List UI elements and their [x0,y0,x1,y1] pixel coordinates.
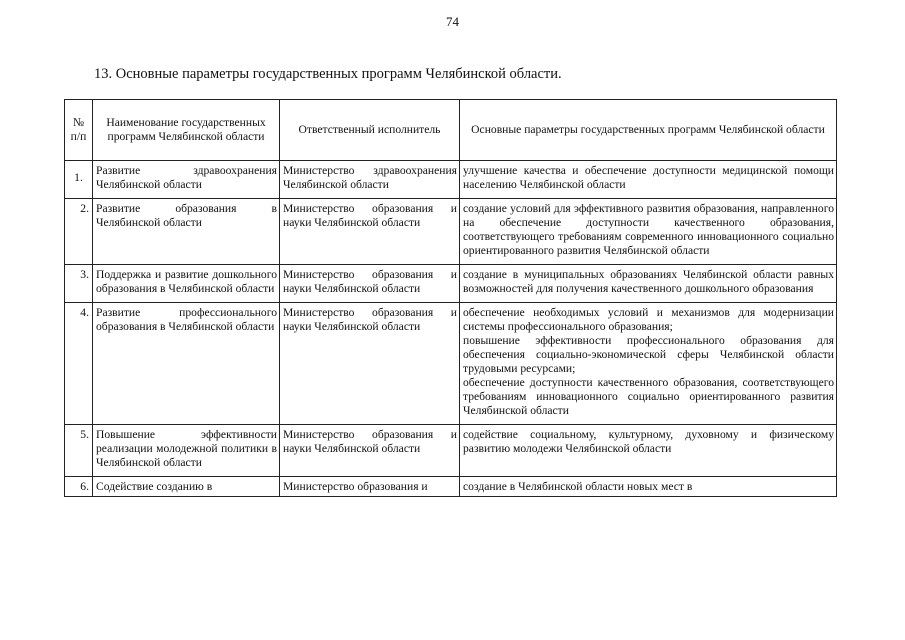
program-name: Повышение эффективности реализации молодежной политики в Челябинской области [93,425,280,477]
programs-table [64,99,837,497]
executor: Министерство здравоохранения Челябинской области [280,161,460,199]
header-num-line: № [72,116,85,129]
parameter-item: создание в Челябинской области новых мест в [463,480,693,493]
program-name: Развитие профессионального образования в Челябинской области [93,303,280,425]
header-num-line: п/п [70,130,87,143]
program-parameters [460,265,837,303]
header-num [65,100,93,161]
program-parameters [460,425,837,477]
table-row [65,477,837,497]
header-parameters: Основные параметры государственных программ Челябинской области [460,100,837,161]
program-name: Поддержка и развитие дошкольного образования в Челябинской области [93,265,280,303]
page-number: 74 [446,14,459,29]
row-number: 6. [65,477,93,497]
row-number: 3. [65,265,93,303]
executor: Министерство образования и [280,477,460,497]
table-header-row [65,100,837,161]
program-parameters [460,161,837,199]
row-number: 1. [65,161,93,199]
parameter-item: обеспечение доступности качественного образования, соответствующего требованиям инновационного социально ориентированного развития Челябинской области [463,376,834,417]
row-number: 2. [65,199,93,265]
table-row [65,161,837,199]
executor: Министерство образования и науки Челябинской области [280,265,460,303]
table-row [65,199,837,265]
table-row [65,265,837,303]
parameter-item: создание условий для эффективного развития образования, направленного на обеспечение доступности качественного образования, соответствующего требованиям современного инновационного социально ориентированного развития Челябинской области [463,202,834,257]
program-name: Содействие созданию в [93,477,280,497]
program-name: Развитие образования в Челябинской области [93,199,280,265]
parameter-item: содействие социальному, культурному, духовному и физическому развитию молодежи Челябинской области [463,428,834,455]
parameter-item: улучшение качества и обеспечение доступности медицинской помощи населению Челябинской области [463,164,834,191]
program-parameters [460,477,837,497]
parameter-item: повышение эффективности профессионального образования для обеспечения социально-экономической сферы Челябинской области трудовыми ресурсами; [463,334,834,375]
row-number: 5. [65,425,93,477]
program-name: Развитие здравоохранения Челябинской области [93,161,280,199]
header-executor: Ответственный исполнитель [280,100,460,161]
row-number: 4. [65,303,93,425]
table-row [65,425,837,477]
executor: Министерство образования и науки Челябинской области [280,303,460,425]
executor: Министерство образования и науки Челябинской области [280,199,460,265]
table-row [65,303,837,425]
program-parameters [460,303,837,425]
program-parameters [460,199,837,265]
parameter-item: создание в муниципальных образованиях Челябинской области равных возможностей для получения качественного дошкольного образования [463,268,834,295]
parameter-item: обеспечение необходимых условий и механизмов для модернизации системы профессионального образования; [463,306,834,333]
header-program-name: Наименование государственных программ Челябинской области [93,100,280,161]
executor: Министерство образования и науки Челябинской области [280,425,460,477]
section-heading: 13. Основные параметры государственных программ Челябинской области. [94,66,562,82]
